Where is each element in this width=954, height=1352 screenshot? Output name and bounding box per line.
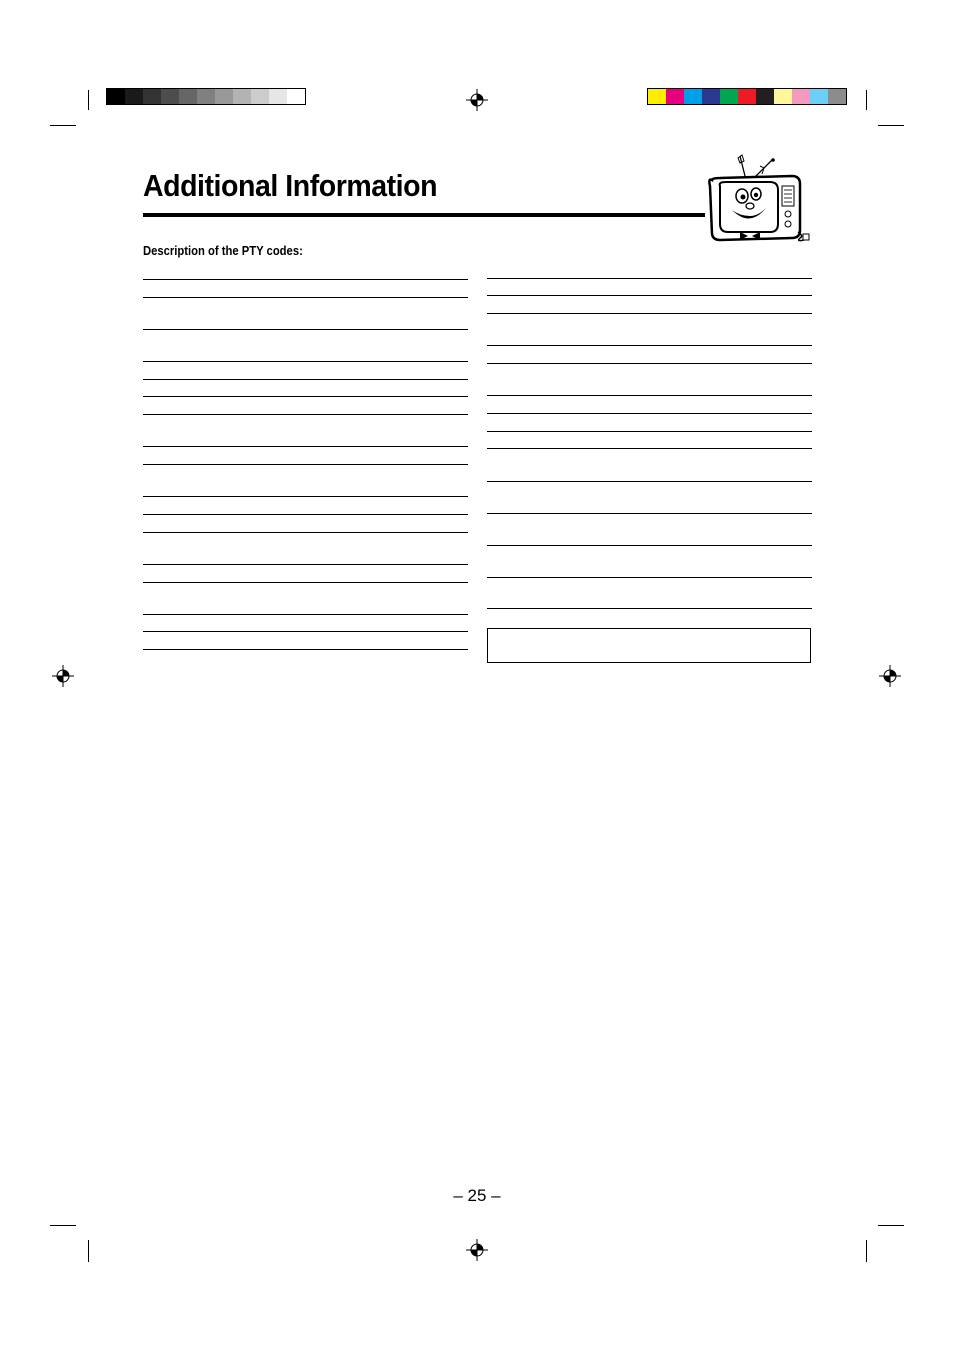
- color-swatch: [792, 89, 810, 104]
- table-rule: [143, 496, 468, 497]
- crop-mark: [50, 1225, 76, 1226]
- gray-swatch: [197, 89, 215, 104]
- color-swatch: [774, 89, 792, 104]
- table-rule: [143, 414, 468, 415]
- crop-mark: [88, 90, 89, 110]
- table-rule: [487, 513, 812, 514]
- registration-target-icon: [466, 89, 488, 111]
- table-rule: [143, 614, 468, 615]
- cartoon-tv-icon: [700, 152, 814, 244]
- crop-mark: [50, 125, 76, 126]
- color-swatch: [810, 89, 828, 104]
- table-rule: [143, 564, 468, 565]
- table-rule: [487, 295, 812, 296]
- color-swatch: [666, 89, 684, 104]
- title-underline: [143, 213, 705, 217]
- table-rule: [487, 413, 812, 414]
- table-rule: [143, 631, 468, 632]
- gray-swatch: [161, 89, 179, 104]
- crop-mark: [866, 90, 867, 110]
- table-rule: [143, 297, 468, 298]
- color-calibration-bar: [647, 88, 847, 105]
- gray-swatch: [125, 89, 143, 104]
- gray-scale-bar: [106, 88, 306, 105]
- crop-mark: [88, 1240, 89, 1262]
- table-rule: [143, 446, 468, 447]
- section-subtitle: Description of the PTY codes:: [143, 244, 303, 258]
- registration-target-icon: [466, 1239, 488, 1261]
- registration-target-icon: [52, 665, 74, 687]
- table-rule: [487, 481, 812, 482]
- table-rule: [487, 608, 812, 609]
- table-rule: [487, 395, 812, 396]
- table-rule: [487, 313, 812, 314]
- page-number: – 25 –: [453, 1186, 501, 1205]
- crop-mark: [878, 1225, 904, 1226]
- crop-mark: [878, 125, 904, 126]
- gray-swatch: [179, 89, 197, 104]
- table-rule: [487, 278, 812, 279]
- color-swatch: [720, 89, 738, 104]
- color-swatch: [828, 89, 846, 104]
- table-rule: [487, 431, 812, 432]
- gray-swatch: [287, 89, 305, 104]
- color-swatch: [756, 89, 774, 104]
- table-rule: [143, 532, 468, 533]
- table-rule: [487, 545, 812, 546]
- table-rule: [487, 345, 812, 346]
- page-title: Additional Information: [143, 168, 438, 203]
- note-box: [487, 628, 811, 663]
- color-swatch: [702, 89, 720, 104]
- table-rule: [487, 448, 812, 449]
- table-rule: [143, 582, 468, 583]
- table-rule: [143, 379, 468, 380]
- color-swatch: [648, 89, 666, 104]
- table-rule: [143, 361, 468, 362]
- table-rule: [143, 649, 468, 650]
- gray-swatch: [251, 89, 269, 104]
- table-rule: [143, 514, 468, 515]
- gray-swatch: [233, 89, 251, 104]
- gray-swatch: [107, 89, 125, 104]
- crop-mark: [866, 1240, 867, 1262]
- table-rule: [143, 464, 468, 465]
- registration-target-icon: [879, 665, 901, 687]
- gray-swatch: [269, 89, 287, 104]
- table-rule: [143, 396, 468, 397]
- table-rule: [487, 577, 812, 578]
- table-rule: [487, 363, 812, 364]
- gray-swatch: [143, 89, 161, 104]
- gray-swatch: [215, 89, 233, 104]
- color-swatch: [684, 89, 702, 104]
- color-swatch: [738, 89, 756, 104]
- table-rule: [143, 329, 468, 330]
- table-rule: [143, 279, 468, 280]
